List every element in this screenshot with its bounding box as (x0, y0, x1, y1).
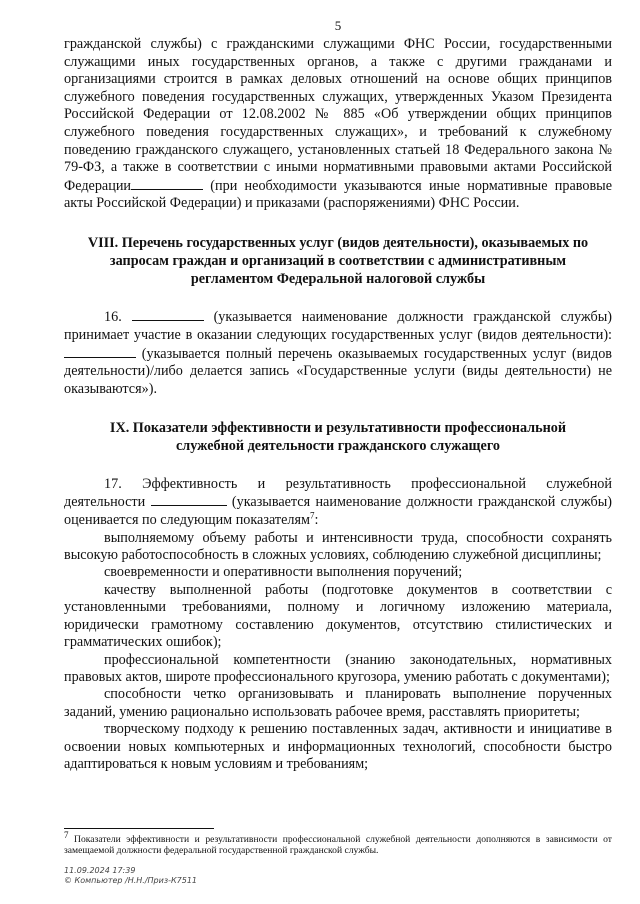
fill-in-blank (64, 345, 136, 358)
paragraph-17-text-c: : (314, 512, 319, 529)
paragraph-continuation-text: гражданской службы) с гражданскими служащими ФНС России, государственными служащими иных государственных органов, а также с другими гражданами и организациями строится в рамках деловых отношений на основе общих принципов служебного поведения государственных служащих, утвержденных Указом Президента Российской Федерации от 12.08.2002 № 885 «Об утверждении общих принципов служебного поведения государственных служащих», и требований к служебному поведению гражданского служащего, установленных статьей 18 Федерального закона № 79-ФЗ, а также в соответствии с иными нормативными правовыми актами Российской Федерации (64, 36, 612, 194)
paragraph-continuation (64, 36, 612, 213)
footnote-text: Показатели эффективности и результативности профессиональной служебной деятельности дополняются в зависимости от замещаемой должности федеральной государственной гражданской службы. (64, 834, 612, 856)
section-9-heading: IX. Показатели эффективности и результативности профессиональной служебной деятельности гражданского служащего (109, 420, 567, 455)
list-item: творческому подходу к решению поставленных задач, активности и инициативе в освоении новых компьютерных и информационных технологий, способности быстро адаптироваться к новым условиям и требованиям; (64, 721, 612, 772)
list-item: выполняемому объему работы и интенсивности труда, способности сохранять высокую работоспособность в сложных условиях, соблюдению служебной дисциплины; (64, 529, 612, 564)
paragraph-17 (64, 476, 612, 530)
paragraph-16 (64, 308, 612, 398)
paragraph-continuation-tail: (при необходимости указываются иные нормативные правовые акты Российской Федерации) и приказами (распоряжениями) ФНС России. (64, 177, 612, 212)
print-timestamp: 11.09.2024 17:39 (64, 866, 136, 875)
fill-in-blank (151, 493, 227, 506)
fill-in-blank (131, 177, 203, 190)
footnote-reference: 7 (309, 510, 315, 521)
list-item: способности четко организовывать и планировать выполнение порученных заданий, умению рационально использовать рабочее время, расставлять приоритеты; (64, 686, 612, 720)
paragraph-16-text-a: (указывается наименование должности гражданской службы) принимает участие в оказании следующих государственных услуг (видов деятельности): (64, 309, 612, 343)
list-item: своевременности и оперативности выполнения поручений; (104, 564, 463, 581)
list-item: профессиональной компетентности (знанию законодательных, нормативных правовых актов, широте профессионального кругозора, умению работать с документами); (64, 651, 612, 685)
paragraph-17-text-a: 17. Эффективность и результативность профессиональной служебной деятельности (64, 475, 612, 511)
paragraph-16-number: 16. (104, 309, 132, 326)
paragraph-17-text-b: (указывается наименование должности гражданской службы) оценивается по следующим показателям (64, 494, 612, 529)
fill-in-blank (132, 308, 204, 321)
paragraph-16-text-b: (указывается полный перечень оказываемых государственных услуг (видов деятельности)/либо делается запись «Государственные услуги (виды деятельности) не оказываются»). (64, 345, 612, 397)
print-source: © Компьютер /Н.Н./Приз-К7511 (64, 876, 198, 885)
page-number: 5 (334, 18, 342, 33)
footnote-separator (64, 828, 214, 829)
footnote (64, 829, 612, 856)
section-8-heading: VIII. Перечень государственных услуг (видов деятельности), оказываемых по запросам граждан и организаций в соответствии с административным регламентом Федеральной налоговой службы (87, 234, 589, 287)
list-item: качеству выполненной работы (подготовке документов в соответствии с установленными требованиями, полному и логичному изложению материала, юридически грамотному составлению документов, отсутствию стилистических и грамматических ошибок); (64, 581, 612, 651)
footnote-marker: 7 (64, 829, 69, 840)
